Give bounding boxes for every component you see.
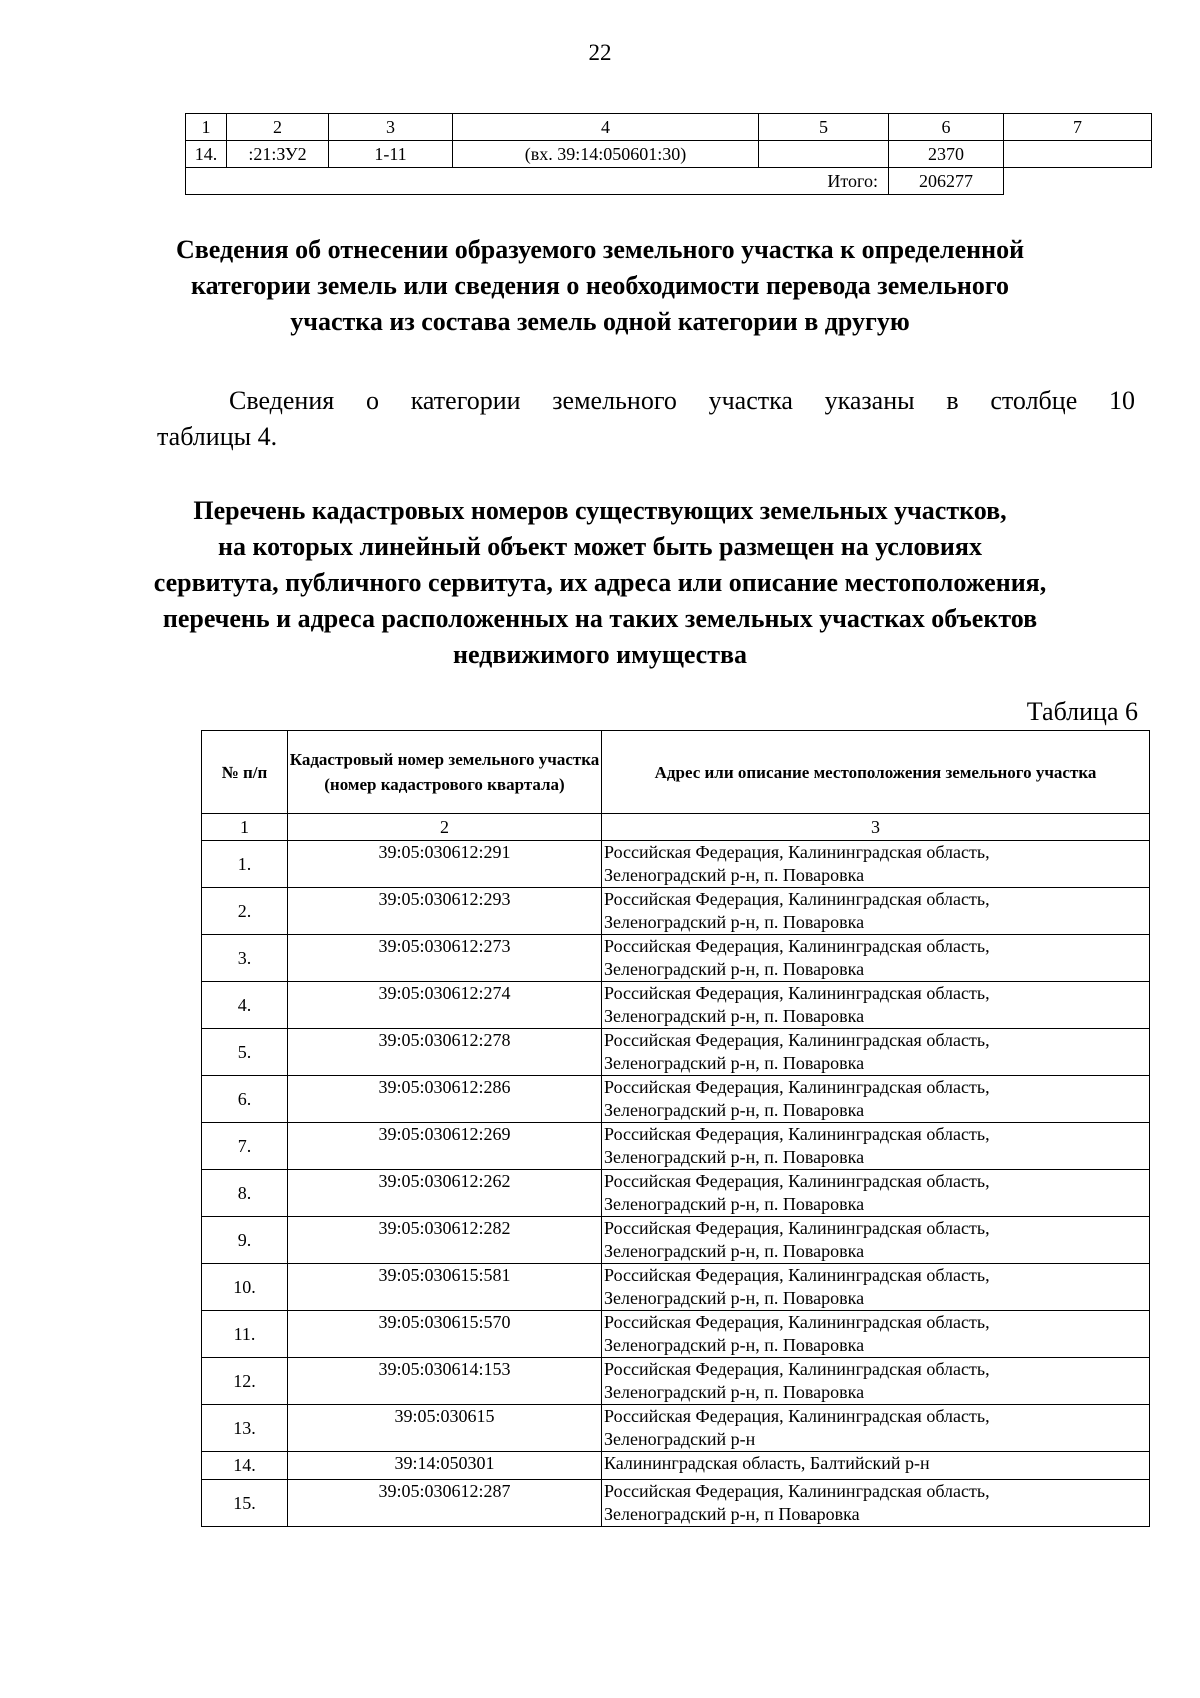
table-row [202,888,1150,935]
address-line: Российская Федерация, Калининградская область, [604,1481,990,1501]
table-caption: Таблица 6 [1026,697,1138,726]
col-number: 3 [329,114,453,141]
row-number: 11. [202,1311,288,1358]
col-number: 4 [453,114,759,141]
cadastral-number: 39:05:030615 [288,1405,602,1452]
section-heading-servitude [120,493,1080,673]
address-line: Российская Федерация, Калининградская область, [604,1265,990,1285]
row-number: 12. [202,1358,288,1405]
col-number: 7 [1004,114,1152,141]
col-number: 6 [889,114,1004,141]
heading-line: Сведения об отнесении образуемого земельного участка к определенной [175,235,1025,264]
address-line: Зеленоградский р-н, п. Поваровка [604,1241,865,1261]
row-number: 14. [202,1452,288,1480]
paragraph-word: участка [708,386,793,415]
heading-line: перечень и адреса расположенных на таких земельных участках объектов [162,604,1038,633]
address-cell [602,1358,1150,1405]
paragraph-word: категории [410,386,521,415]
heading-line: на которых линейный объект может быть размещен на условиях [218,532,982,561]
point-range: 1-11 [329,141,453,168]
address-line: Российская Федерация, Калининградская область, [604,1077,990,1097]
cadastral-number: 39:14:050301 [288,1452,602,1480]
table-row [202,1170,1150,1217]
continuation-table-column-numbers [186,114,1152,141]
table-row [202,1405,1150,1452]
address-line: Зеленоградский р-н, п. Поваровка [604,959,865,979]
paragraph-line [157,383,1135,419]
address-line: Зеленоградский р-н, п. Поваровка [604,865,865,885]
cadastral-number: 39:05:030612:286 [288,1076,602,1123]
col-number: 2 [227,114,329,141]
row-number: 7. [202,1123,288,1170]
cadastral-number: 39:05:030612:262 [288,1170,602,1217]
table-row [202,1358,1150,1405]
cadastral-number: 39:05:030612:278 [288,1029,602,1076]
header-address: Адрес или описание местоположения земельного участка [602,731,1150,814]
paragraph-word: Сведения [229,386,335,415]
address-line: Зеленоградский р-н [604,1429,756,1449]
address-line: Калининградская область, Балтийский р-н [604,1453,930,1473]
address-line: Зеленоградский р-н, п Поваровка [604,1504,860,1524]
paragraph-word: в [946,386,959,415]
table-row [202,1123,1150,1170]
table-row [202,1311,1150,1358]
paragraph-word: указаны [824,386,915,415]
table-row [202,841,1150,888]
header-cadastral-number: Кадастровый номер земельного участка (номер кадастрового квартала) [288,731,602,814]
source-parcel: (вх. 39:14:050601:30) [453,141,759,168]
address-line: Российская Федерация, Калининградская область, [604,1359,990,1379]
cadastral-number: 39:05:030612:287 [288,1480,602,1527]
page-number: 22 [588,40,612,65]
totals-row [186,168,1152,195]
address-cell [602,888,1150,935]
cadastral-number: 39:05:030615:581 [288,1264,602,1311]
cadastral-number: 39:05:030612:269 [288,1123,602,1170]
col-number: 1 [202,814,288,841]
address-cell [602,841,1150,888]
paragraph-line: таблицы 4. [157,422,278,451]
address-line: Зеленоградский р-н, п. Поваровка [604,1053,865,1073]
address-cell [602,1452,1150,1480]
row-number: 5. [202,1029,288,1076]
cadastral-number: 39:05:030612:291 [288,841,602,888]
address-cell [602,1264,1150,1311]
total-value: 206277 [889,168,1004,195]
cadastral-number: 39:05:030612:274 [288,982,602,1029]
address-line: Российская Федерация, Калининградская область, [604,1124,990,1144]
col-number: 2 [288,814,602,841]
address-line: Российская Федерация, Калининградская область, [604,983,990,1003]
address-line: Зеленоградский р-н, п. Поваровка [604,1006,865,1026]
heading-line: категории земель или сведения о необходимости перевода земельного [190,271,1009,300]
paragraph-word: земельного [552,386,677,415]
address-line: Российская Федерация, Калининградская область, [604,842,990,862]
col5-cell [759,141,889,168]
table-row [186,141,1152,168]
paragraph-word: столбце [990,386,1078,415]
col-number: 5 [759,114,889,141]
cadastral-number: 39:05:030612:273 [288,935,602,982]
row-number: 2. [202,888,288,935]
address-line: Зеленоградский р-н, п. Поваровка [604,1288,865,1308]
row-number: 3. [202,935,288,982]
cadastral-number: 39:05:030614:153 [288,1358,602,1405]
total-label: Итого: [186,168,889,195]
address-cell [602,1311,1150,1358]
heading-line: участка из состава земель одной категории в другую [290,307,910,336]
address-line: Зеленоградский р-н, п. Поваровка [604,912,865,932]
heading-line: недвижимого имущества [452,640,748,669]
col-number: 3 [602,814,1150,841]
address-line: Российская Федерация, Калининградская область, [604,1218,990,1238]
address-cell [602,1217,1150,1264]
table-row [202,1217,1150,1264]
cadastral-number: 39:05:030612:293 [288,888,602,935]
address-line: Российская Федерация, Калининградская область, [604,936,990,956]
address-cell [602,1170,1150,1217]
section-heading-category [120,232,1080,340]
row-number: 10. [202,1264,288,1311]
address-line: Российская Федерация, Калининградская область, [604,889,990,909]
table-row [202,935,1150,982]
table-row [202,1076,1150,1123]
table-row [202,1264,1150,1311]
empty-cell [1004,168,1152,195]
row-number: 15. [202,1480,288,1527]
header-row-number: № п/п [202,731,288,814]
address-line: Российская Федерация, Калининградская область, [604,1406,990,1426]
heading-line: Перечень кадастровых номеров существующих земельных участков, [193,496,1007,525]
continuation-table [185,113,1152,195]
row-number: 8. [202,1170,288,1217]
table-row [202,982,1150,1029]
area-cell: 2370 [889,141,1004,168]
address-cell [602,935,1150,982]
table-row [202,1452,1150,1480]
row-number: 9. [202,1217,288,1264]
address-line: Зеленоградский р-н, п. Поваровка [604,1335,865,1355]
table-header-row [202,731,1150,814]
col7-cell [1004,141,1152,168]
paragraph-word: о [365,386,379,415]
address-line: Российская Федерация, Калининградская область, [604,1312,990,1332]
address-line: Российская Федерация, Калининградская область, [604,1171,990,1191]
table-row [202,1029,1150,1076]
row-number: 14. [186,141,227,168]
address-cell [602,1123,1150,1170]
parcel-table [201,730,1150,1527]
table-row [202,1480,1150,1527]
address-line: Зеленоградский р-н, п. Поваровка [604,1382,865,1402]
address-line: Зеленоградский р-н, п. Поваровка [604,1147,865,1167]
address-cell [602,982,1150,1029]
address-cell [602,1480,1150,1527]
address-cell [602,1029,1150,1076]
address-cell [602,1076,1150,1123]
row-number: 4. [202,982,288,1029]
paragraph-word: 10 [1108,386,1135,415]
row-number: 6. [202,1076,288,1123]
cadastral-number: 39:05:030615:570 [288,1311,602,1358]
row-number: 1. [202,841,288,888]
address-line: Российская Федерация, Калининградская область, [604,1030,990,1050]
address-line: Зеленоградский р-н, п. Поваровка [604,1194,865,1214]
category-paragraph [157,383,1135,455]
col-number: 1 [186,114,227,141]
address-line: Зеленоградский р-н, п. Поваровка [604,1100,865,1120]
parcel-designation: :21:ЗУ2 [227,141,329,168]
address-cell [602,1405,1150,1452]
table-column-numbers [202,814,1150,841]
row-number: 13. [202,1405,288,1452]
heading-line: сервитута, публичного сервитута, их адреса или описание местоположения, [153,568,1047,597]
cadastral-number: 39:05:030612:282 [288,1217,602,1264]
